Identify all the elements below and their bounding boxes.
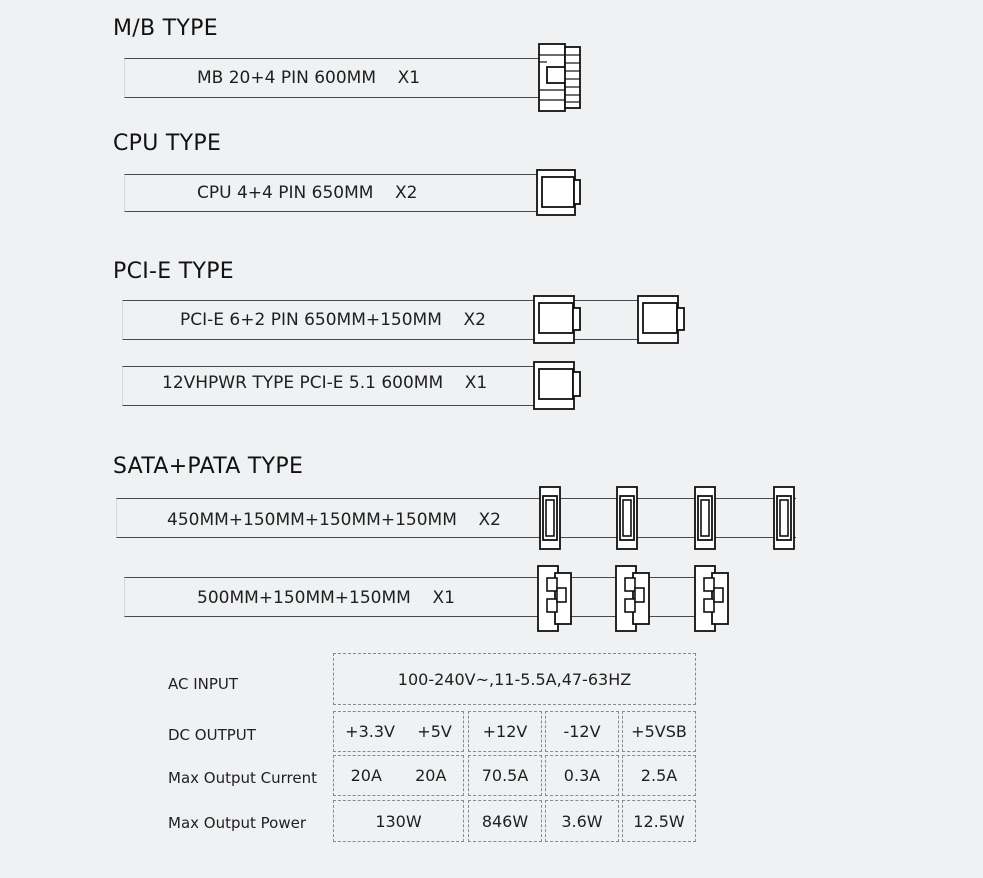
power-12v: 846W [468, 800, 542, 842]
cpu-type-heading: CPU TYPE [113, 131, 222, 156]
pcie-cable-2-label: 12VHPWR TYPE PCI-E 5.1 600MM X1 [162, 373, 488, 393]
max-output-power-label: Max Output Power [168, 814, 307, 832]
current-minus12v: 0.3A [545, 755, 619, 796]
cpu-8pin-connector-icon [537, 170, 580, 215]
ac-input-value: 100-240V~,11-5.5A,47-63HZ [333, 653, 696, 705]
dc-output-12v: +12V [468, 711, 542, 752]
mb-24pin-connector-icon [539, 44, 580, 111]
pata-cable-label: 500MM+150MM+150MM X1 [197, 588, 455, 608]
12vhpwr-connector-icon [534, 362, 580, 409]
sata-connector-icon [695, 487, 715, 549]
pcie-type-heading: PCI-E TYPE [113, 259, 234, 284]
pata-connector-icon [616, 566, 649, 631]
sata-connector-icon [617, 487, 637, 549]
current-5v: 20A [415, 766, 447, 785]
sata-connector-icon [540, 487, 560, 549]
mb-type-heading: M/B TYPE [113, 16, 218, 41]
dc-output-minus12v: -12V [545, 711, 619, 752]
mb-cable-label: MB 20+4 PIN 600MM X1 [197, 68, 421, 88]
dc-output-5vsb: +5VSB [622, 711, 696, 752]
current-3v3: 20A [350, 766, 382, 785]
dc-output-5v: +5V [417, 722, 452, 741]
power-3v3-5v: 130W [333, 800, 464, 842]
power-5vsb: 12.5W [622, 800, 696, 842]
ac-input-label: AC INPUT [168, 675, 239, 693]
sata-cable-label: 450MM+150MM+150MM+150MM X2 [167, 510, 501, 530]
cpu-cable-label: CPU 4+4 PIN 650MM X2 [197, 183, 418, 203]
current-12v: 70.5A [468, 755, 542, 796]
current-cell [333, 755, 464, 796]
current-5vsb: 2.5A [622, 755, 696, 796]
dc-output-cell [333, 711, 464, 752]
dc-output-label: DC OUTPUT [168, 726, 256, 744]
pcie-cable-1-label: PCI-E 6+2 PIN 650MM+150MM X2 [180, 310, 486, 330]
sata-connector-icon [774, 487, 794, 549]
sata-pata-type-heading: SATA+PATA TYPE [113, 454, 304, 479]
dc-output-3v3: +3.3V [345, 722, 395, 741]
max-output-current-label: Max Output Current [168, 769, 317, 787]
power-minus12v: 3.6W [545, 800, 619, 842]
pata-connector-icon [538, 566, 571, 631]
pcie-8pin-connector-icon [638, 296, 684, 343]
pcie-8pin-connector-icon [534, 296, 580, 343]
pata-connector-icon [695, 566, 728, 631]
